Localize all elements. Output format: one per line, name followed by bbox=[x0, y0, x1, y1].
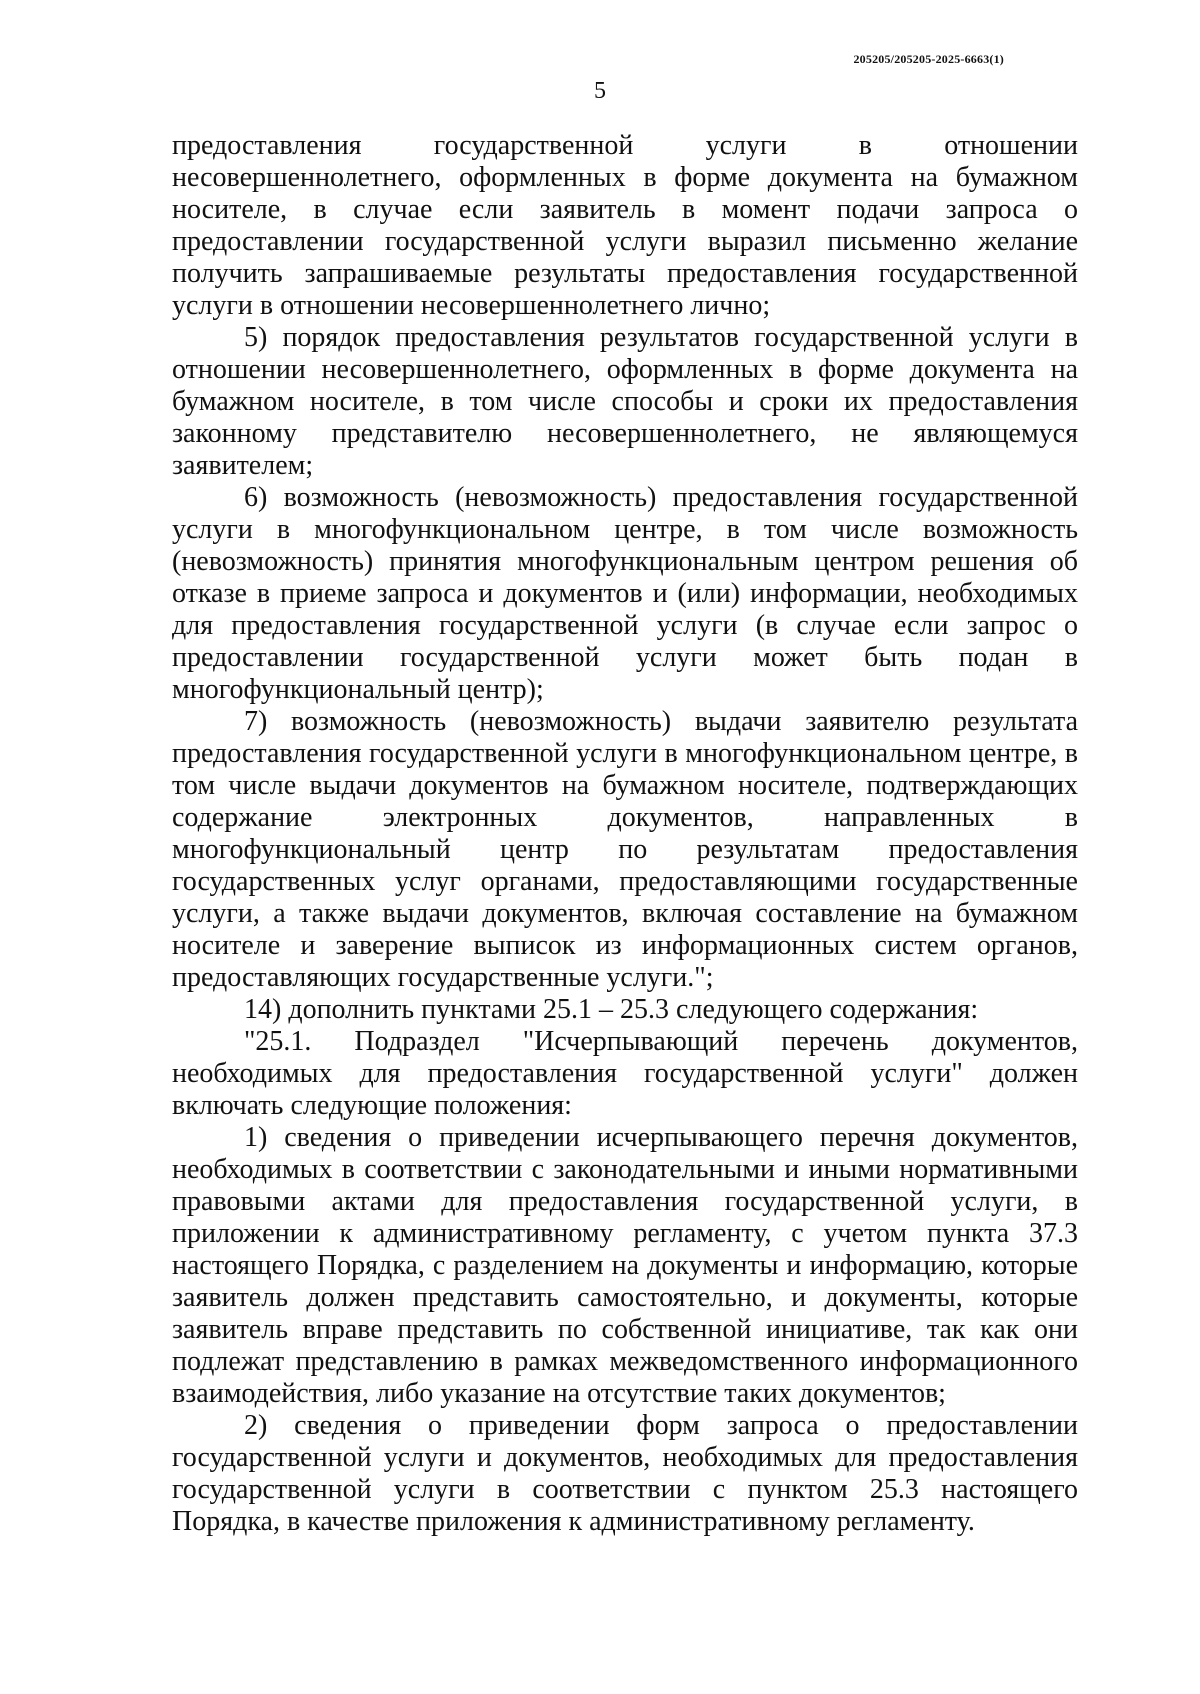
paragraph-item-6: 6) возможность (невозможность) предоставления государственной услуги в многофункциональном центре, в том числе возможность (невозможность) принятия многофункциональным центром решения об отказе в приеме запроса и документов и (или) информации, необходимых для предоставления государственной услуги (в случае если запрос о предоставлении государственной услуги может быть подан в многофункциональный центр); bbox=[172, 482, 1078, 705]
paragraph-continuation: предоставления государственной услуги в отношении несовершеннолетнего, оформленных в форме документа на бумажном носителе, в случае если заявитель в момент подачи запроса о предоставлении государственной услуги выразил письменно желание получить запрашиваемые результаты предоставления государственной услуги в отношении несовершеннолетнего лично; bbox=[172, 130, 1078, 321]
paragraph-25-1: "25.1. Подраздел "Исчерпывающий перечень документов, необходимых для предоставления государственной услуги" должен включать следующие положения: bbox=[172, 1026, 1078, 1121]
paragraph-item-7: 7) возможность (невозможность) выдачи заявителю результата предоставления государственной услуги в многофункциональном центре, в том числе выдачи документов на бумажном носителе, подтверждающих содержание электронных документов, направленных в многофункциональный центр по результатам предоставления государственных услуг органами, предоставляющими государственные услуги, а также выдачи документов, включая составление на бумажном носителе и заверение выписок из информационных систем органов, предоставляющих государственные услуги."; bbox=[172, 706, 1078, 993]
document-registration-number: 205205/205205-2025-6663(1) bbox=[853, 52, 1004, 66]
paragraph-25-1-item-2: 2) сведения о приведении форм запроса о предоставлении государственной услуги и документов, необходимых для предоставления государственной услуги в соответствии с пунктом 25.3 настоящего Порядка, в качестве приложения к административному регламенту. bbox=[172, 1410, 1078, 1537]
paragraph-item-14: 14) дополнить пунктами 25.1 – 25.3 следующего содержания: bbox=[244, 994, 979, 1025]
document-body bbox=[172, 130, 1078, 1538]
page-number: 5 bbox=[594, 78, 606, 104]
paragraph-item-5: 5) порядок предоставления результатов государственной услуги в отношении несовершеннолетнего, оформленных в форме документа на бумажном носителе, в том числе способы и сроки их предоставления законному представителю несовершеннолетнего, не являющемуся заявителем; bbox=[172, 322, 1078, 481]
paragraph-25-1-item-1: 1) сведения о приведении исчерпывающего перечня документов, необходимых в соответствии с законодательными и иными нормативными правовыми актами для предоставления государственной услуги, в приложении к административному регламенту, с учетом пункта 37.3 настоящего Порядка, с разделением на документы и информацию, которые заявитель должен представить самостоятельно, и документы, которые заявитель вправе представить по собственной инициативе, так как они подлежат представлению в рамках межведомственного информационного взаимодействия, либо указание на отсутствие таких документов; bbox=[172, 1122, 1078, 1409]
